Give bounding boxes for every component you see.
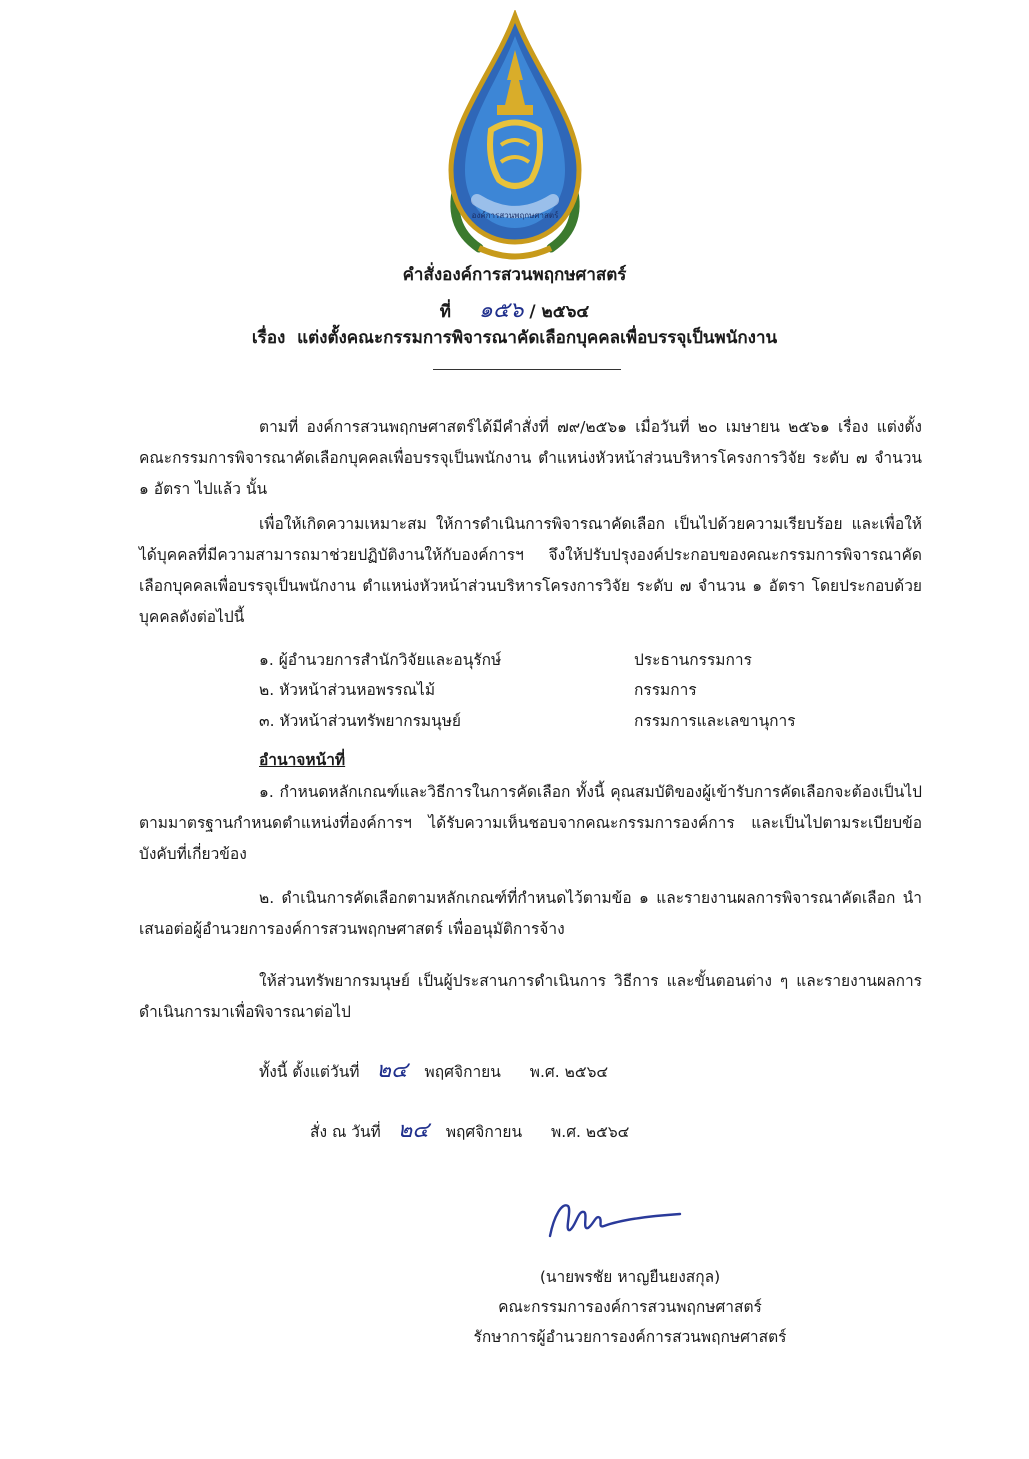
duty-item [139, 777, 922, 870]
handwritten-signature [540, 1196, 690, 1246]
duty-text: ๒. ดำเนินการคัดเลือกตามหลักเกณฑ์ที่กำหนดไว้ตามข้อ ๑ และรายงานผลการพิจารณาคัดเลือก นำเสนอต่อผู้อำนวยการองค์การสวนพฤกษศาสตร์ เพื่ออนุมัติการจ้าง [139, 889, 922, 938]
paragraph-coordination-text: ให้ส่วนทรัพยากรมนุษย์ เป็นผู้ประสานการดำเนินการ วิธีการ และขั้นตอนต่าง ๆ และรายงานผลการดำเนินการมาเพื่อพิจารณาต่อไป [139, 972, 922, 1021]
member-role: ประธานกรรมการ [634, 651, 752, 669]
order-date-prefix: สั่ง ณ วันที่ [310, 1123, 381, 1141]
number-label: ที่ [439, 302, 451, 322]
subject-text: แต่งตั้งคณะกรรมการพิจารณาคัดเลือกบุคคลเพื่อบรรจุเป็นพนักงาน [297, 328, 778, 348]
handwritten-number: ๑๕๖ [478, 298, 524, 323]
member-name: ๑. ผู้อำนวยการสำนักวิจัยและอนุรักษ์ [259, 651, 502, 669]
title-divider [433, 369, 621, 370]
number-year: / ๒๕๖๔ [529, 302, 590, 322]
duty-item [139, 883, 922, 945]
effective-year: พ.ศ. ๒๕๖๔ [529, 1063, 609, 1081]
signatory-name: (นายพรชัย หาญยืนยงสกุล) [539, 1268, 721, 1286]
order-subject [0, 324, 1029, 351]
order-date [310, 1112, 629, 1147]
paragraph-purpose [139, 509, 922, 633]
order-number [0, 292, 1029, 327]
member-role: กรรมการและเลขานุการ [634, 712, 796, 730]
subject-label: เรื่อง [251, 328, 286, 348]
effective-day-handwritten: ๒๔ [376, 1058, 408, 1083]
duties-heading: อำนาจหน้าที่ [259, 751, 346, 769]
member-role: กรรมการ [634, 681, 697, 699]
paragraph-coordination [139, 966, 922, 1028]
paragraph-reference-text: ตามที่ องค์การสวนพฤกษศาสตร์ได้มีคำสั่งที่ ๗๙/๒๕๖๑ เมื่อวันที่ ๒๐ เมษายน ๒๕๖๑ เรื่อง แต่งตั้งคณะกรรมการพิจารณาคัดเลือกบุคคลเพื่อบรรจุเป็นพนักงาน ตำแหน่งหัวหน้าส่วนบริหารโครงการวิจัย ระดับ ๗ จำนวน ๑ อัตรา ไปแล้ว นั้น [139, 418, 922, 498]
order-day-handwritten: ๒๔ [397, 1118, 429, 1143]
member-name: ๒. หัวหน้าส่วนหอพรรณไม้ [259, 681, 436, 699]
signatory-position-acting: รักษาการผู้อำนวยการองค์การสวนพฤกษศาสตร์ [473, 1328, 787, 1346]
emblem-logo [439, 10, 591, 262]
order-title: คำสั่งองค์การสวนพฤกษศาสตร์ [402, 265, 627, 285]
effective-month: พฤศจิกายน [424, 1063, 501, 1081]
emblem-text: องค์การสวนพฤกษศาสตร์ [471, 211, 559, 220]
order-month: พฤศจิกายน [445, 1123, 523, 1141]
duty-text: ๑. กำหนดหลักเกณฑ์และวิธีการในการคัดเลือก ทั้งนี้ คุณสมบัติของผู้เข้ารับการคัดเลือกจะต้องเป็นไปตามมาตรฐานกำหนดตำแหน่งที่องค์การฯ ได้รับความเห็นชอบจากคณะกรรมการองค์การ และเป็นไปตามระเบียบข้อบังคับที่เกี่ยวข้อง [139, 783, 922, 863]
paragraph-reference [139, 412, 922, 505]
effective-date [259, 1052, 608, 1087]
order-year: พ.ศ. ๒๕๖๔ [551, 1123, 630, 1141]
effective-date-prefix: ทั้งนี้ ตั้งแต่วันที่ [259, 1063, 360, 1081]
member-name: ๓. หัวหน้าส่วนทรัพยากรมนุษย์ [259, 712, 462, 730]
paragraph-purpose-text: เพื่อให้เกิดความเหมาะสม ให้การดำเนินการพิจารณาคัดเลือก เป็นไปด้วยความเรียบร้อย และเพื่อให้ได้บุคคลที่มีความสามารถมาช่วยปฏิบัติงานให้กับองค์การฯ จึงให้ปรับปรุงองค์ประกอบของคณะกรรมการพิจารณาคัดเลือกบุคคลเพื่อบรรจุเป็นพนักงาน ตำแหน่งหัวหน้าส่วนบริหารโครงการวิจัย ระดับ ๗ จำนวน ๑ อัตรา โดยประกอบด้วย บุคคลดังต่อไปนี้ [139, 515, 922, 626]
signatory-position: คณะกรรมการองค์การสวนพฤกษศาสตร์ [498, 1298, 762, 1316]
